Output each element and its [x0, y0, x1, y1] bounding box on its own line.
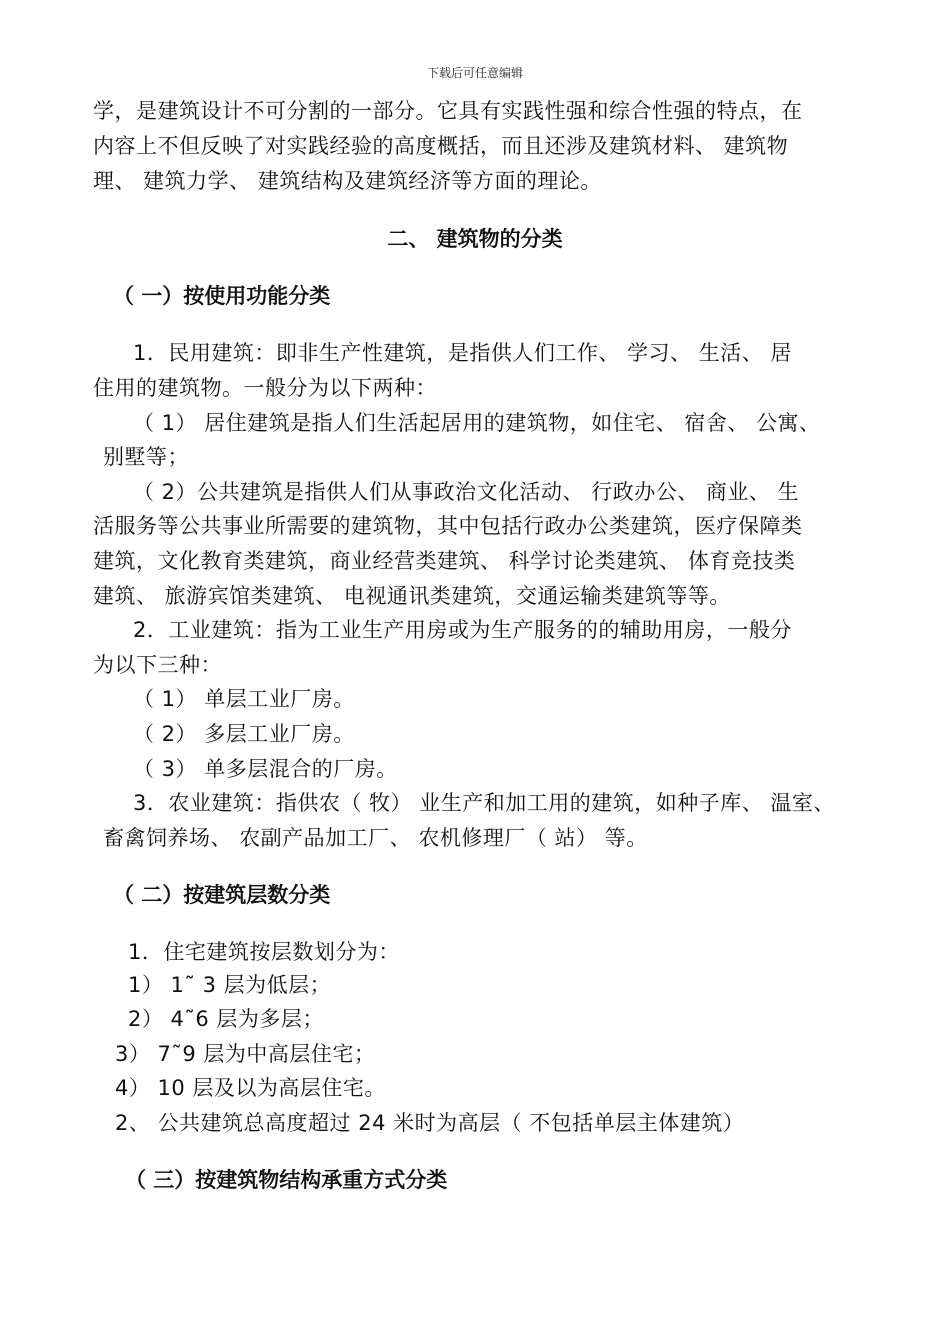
list-item: （ 2） 多层工业厂房。	[133, 722, 355, 746]
subsection-1-title: （ 一）按使用功能分类	[113, 284, 331, 308]
paragraph-line: 建筑，文化教育类建筑，商业经营类建筑、 科学讨论类建筑、 体育竞技类	[93, 549, 796, 573]
paragraph-line: 活服务等公共事业所需要的建筑物，其中包括行政办公类建筑，医疗保障类	[93, 514, 803, 538]
paragraph-line: （ 2）公共建筑是指供人们从事政治文化活动、 行政办公、 商业、 生	[133, 480, 800, 504]
header-note: 下载后可任意编辑	[426, 66, 523, 80]
paragraph-line: 别墅等；	[103, 445, 189, 469]
paragraph-line: 1．民用建筑：即非生产性建筑，是指供人们工作、 学习、 生活、 居	[133, 341, 792, 365]
subsection-2-title: （ 二）按建筑层数分类	[113, 883, 331, 907]
intro-line-2: 内容上不但反映了对实践经验的高度概括，而且还涉及建筑材料、 建筑物	[93, 134, 789, 158]
paragraph-line: 为以下三种：	[93, 653, 222, 677]
list-item: 1） 1˜ 3 层为低层；	[128, 973, 332, 997]
paragraph-line: 3．农业建筑：指供农（ 牧） 业生产和加工用的建筑，如种子库、 温室、	[133, 791, 835, 815]
paragraph-line: 建筑、 旅游宾馆类建筑、 电视通讯类建筑，交通运输类建筑等等。	[93, 584, 731, 608]
list-item: （ 1） 单层工业厂房。	[133, 687, 355, 711]
paragraph-line: 住用的建筑物。一般分为以下两种：	[93, 376, 437, 400]
intro-line-3: 理、 建筑力学、 建筑结构及建筑经济等方面的理论。	[93, 169, 602, 193]
paragraph-line: 畜禽饲养场、 农副产品加工厂、 农机修理厂（ 站） 等。	[103, 826, 648, 850]
list-item: （ 3） 单多层混合的厂房。	[133, 757, 398, 781]
list-item: 3） 7˜9 层为中高层住宅；	[115, 1042, 376, 1066]
paragraph-line: 2、 公共建筑总高度超过 24 米时为高层（ 不包括单层主体建筑）	[115, 1111, 745, 1135]
list-item: 2） 4˜6 层为多层；	[128, 1007, 324, 1031]
paragraph-line: 2．工业建筑：指为工业生产用房或为生产服务的的辅助用房，一般分	[133, 618, 792, 642]
section-title: 二、 建筑物的分类	[387, 227, 563, 251]
subsection-3-title: （ 三）按建筑物结构承重方式分类	[125, 1168, 448, 1192]
intro-line-1: 学，是建筑设计不可分割的一部分。它具有实践性强和综合性强的特点，在	[93, 99, 803, 123]
paragraph-line: 1．住宅建筑按层数划分为：	[128, 940, 400, 964]
list-item: 4） 10 层及以为高层住宅。	[115, 1076, 386, 1100]
paragraph-line: （ 1） 居住建筑是指人们生活起居用的建筑物，如住宅、 宿舍、 公寓、	[133, 411, 821, 435]
